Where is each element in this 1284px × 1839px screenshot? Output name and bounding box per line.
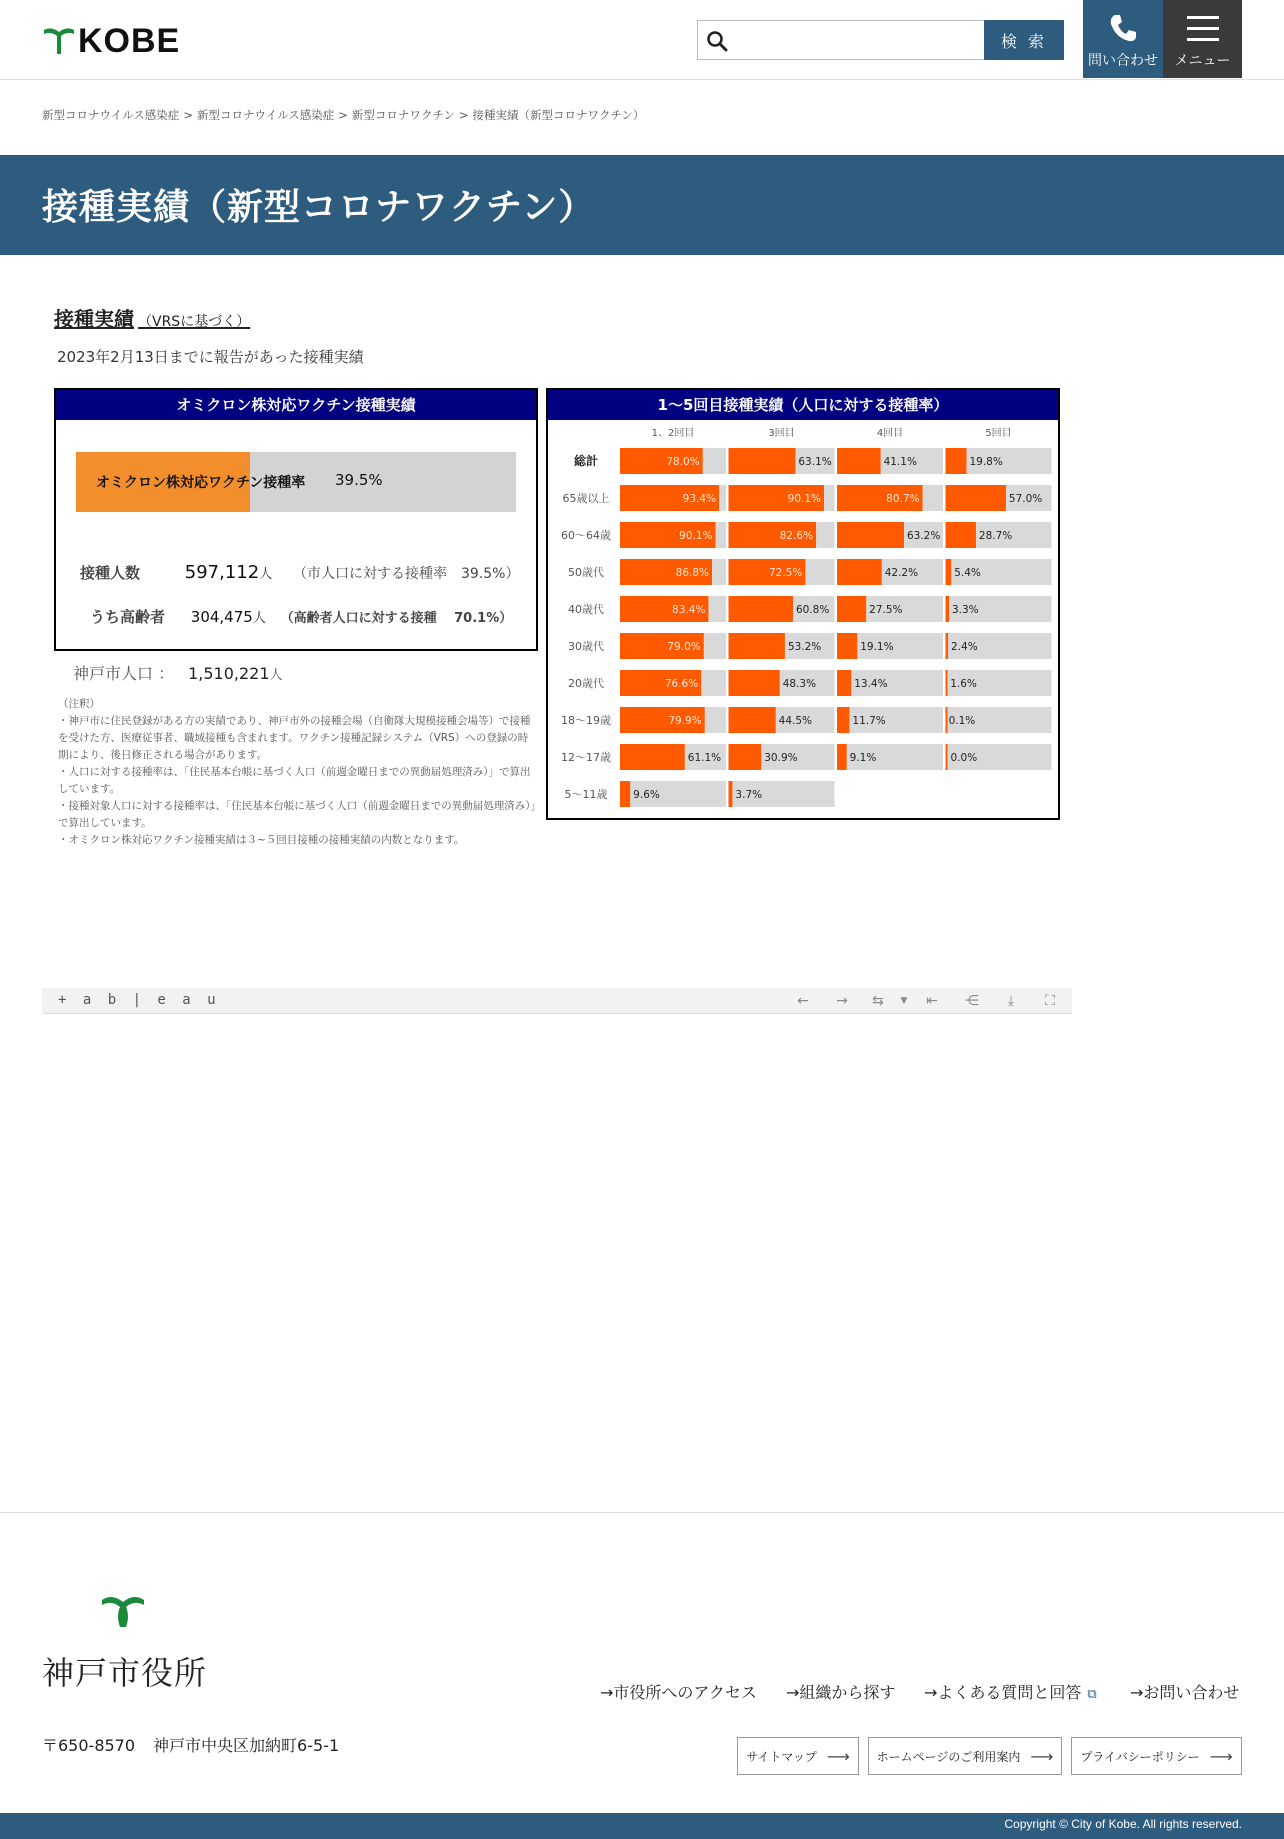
bar: [946, 670, 948, 696]
tableau-logo[interactable]: + a b | e a u: [58, 992, 220, 1008]
data-label: 11.7%: [852, 715, 886, 727]
page-title: 接種実績（新型コロナワクチン）: [42, 187, 596, 228]
arrow-right-icon: →: [600, 1683, 614, 1702]
footer-divider: [0, 1512, 1284, 1513]
menu-button[interactable]: [1163, 0, 1242, 78]
chart-title: 1～5回目接種実績（人口に対する接種率）: [548, 390, 1058, 420]
search-input[interactable]: [697, 20, 985, 60]
data-label: 76.6%: [664, 678, 699, 690]
bar: [946, 633, 949, 659]
bar: [946, 522, 976, 548]
search-icon: [706, 30, 728, 52]
people-label: 接種人数: [80, 564, 141, 582]
copyright-band: [0, 1813, 1284, 1839]
data-label: 19.8%: [969, 456, 1003, 468]
data-label: 48.3%: [782, 678, 817, 690]
bar: [837, 744, 847, 770]
bar: [946, 744, 948, 770]
data-label: 27.5%: [869, 604, 903, 616]
bar: [729, 707, 776, 733]
bar: [620, 744, 685, 770]
section-heading: [54, 303, 250, 332]
bar: [729, 670, 780, 696]
elderly-row: [90, 606, 512, 627]
data-label: 79.9%: [668, 715, 702, 727]
search-button[interactable]: 検 索: [984, 20, 1064, 60]
data-label: 0.1%: [948, 715, 976, 727]
download-icon[interactable]: ⤓: [1007, 993, 1015, 1009]
population-line: [73, 661, 283, 684]
data-label: 61.1%: [687, 752, 722, 764]
bar: [837, 707, 849, 733]
note-item: ・オミクロン株対応ワクチン接種実績は３~５回目接種の接種実績の内数となります。: [58, 834, 465, 846]
data-label: 9.1%: [849, 752, 877, 764]
arrow-right-icon: ⟶: [1030, 1746, 1054, 1766]
data-label: 90.1%: [787, 493, 822, 505]
data-label: 44.5%: [778, 715, 813, 727]
data-label: 93.4%: [682, 493, 717, 505]
data-label: 53.2%: [787, 641, 822, 653]
data-label: 82.6%: [779, 530, 814, 542]
breadcrumb-current: 接種実績（新型コロナワクチン）: [472, 108, 645, 122]
bar: [729, 781, 733, 807]
bar: [946, 448, 967, 474]
site-header: [0, 0, 1284, 80]
data-label: 3.3%: [951, 604, 979, 616]
footer-link-access[interactable]: [600, 1680, 757, 1703]
data-label: 41.1%: [883, 456, 917, 468]
footer-link-label: 組織から探す: [799, 1683, 896, 1702]
breadcrumb-item[interactable]: 新型コロナウイルス感染症: [196, 108, 335, 122]
note-item: ・人口に対する接種率は、「住民基本台帳に基づく人口（前週金曜日までの異動届処理済み）」で算出しています。: [58, 766, 531, 795]
bar: [837, 448, 881, 474]
data-label: 63.1%: [798, 456, 832, 468]
redo-icon[interactable]: →: [836, 993, 848, 1009]
arrow-right-icon: →: [924, 1683, 938, 1702]
data-label: 1.6%: [950, 678, 977, 690]
note-item: （注釈）: [58, 698, 100, 710]
bar: [946, 596, 949, 622]
site-guide-label: ホームページのご利用案内: [876, 1749, 1021, 1764]
data-label: 83.4%: [672, 604, 706, 616]
menu-label: メニュー: [1174, 53, 1231, 69]
people-row: [80, 562, 520, 583]
footer-org-name: 神戸市役所: [42, 1654, 208, 1692]
data-label: 28.7%: [978, 530, 1013, 542]
copyright: Copyright © City of Kobe. All rights reserved.: [1004, 1817, 1242, 1831]
data-label: 0.0%: [950, 752, 978, 764]
note-item: ・神戸市に住民登録がある方の実績であり、神戸市外の接種会場（自衛隊大規模接種会場等）で接種を受けた方、医療従事者、職域接種も含まれます。ワクチン接種記録システム（VRS）への登録の時期により、後日修正される場合があります。: [58, 715, 531, 761]
data-label: 42.2%: [884, 567, 919, 579]
breadcrumb: [42, 107, 644, 123]
bar: [837, 633, 857, 659]
population-unit: 人: [269, 668, 283, 683]
data-label: 5.4%: [954, 567, 981, 579]
people-value: 597,112: [184, 562, 260, 583]
row-label: 12～17歳: [561, 751, 611, 764]
title-band: [0, 155, 1284, 255]
hamburger-icon: [1186, 12, 1220, 44]
arrow-right-icon: →: [786, 1683, 800, 1702]
bar: [837, 559, 882, 585]
fullscreen-icon[interactable]: ⛶: [1045, 993, 1055, 1009]
elderly-value: 304,475: [190, 608, 253, 626]
footer-link-label: お問い合わせ: [1143, 1683, 1240, 1702]
data-label: 57.0%: [1008, 493, 1043, 505]
sitemap-button[interactable]: [737, 1737, 859, 1775]
omicron-rate-label: オミクロン株対応ワクチン接種率: [96, 475, 306, 491]
population-label: 神戸市人口 ：: [73, 664, 175, 683]
bar: [729, 596, 793, 622]
kobe-logo[interactable]: [42, 22, 181, 60]
arrow-right-icon: →: [1130, 1683, 1144, 1702]
bar: [729, 633, 785, 659]
breadcrumb-item[interactable]: 新型コロナウイルス感染症: [42, 108, 180, 122]
postal-code: 〒650-8570: [42, 1736, 136, 1755]
row-label: 50歳代: [568, 566, 604, 579]
chevron-down-icon[interactable]: ▼: [900, 996, 908, 1006]
row-label: 40歳代: [568, 603, 604, 616]
site-guide-button[interactable]: [868, 1737, 1062, 1775]
row-label: 総計: [573, 454, 599, 468]
column-header: 5回目: [985, 428, 1012, 439]
row-label: 30歳代: [568, 640, 604, 653]
arrow-right-icon: ⟶: [1209, 1746, 1233, 1766]
breadcrumb-separator: >: [183, 108, 193, 122]
kobe-mark-icon: [42, 26, 76, 56]
undo-icon[interactable]: ←: [797, 993, 809, 1009]
elderly-note: （高齢者人口に対する接種 70.1%）: [280, 611, 513, 626]
footer-link-faq[interactable]: [924, 1680, 1097, 1703]
tableau-toolbar: [42, 988, 1072, 1014]
bar: [620, 781, 630, 807]
privacy-policy-button[interactable]: [1071, 1737, 1242, 1775]
bar: [946, 559, 952, 585]
row-label: 20歳代: [568, 677, 604, 690]
share-icon[interactable]: ⋲: [965, 993, 979, 1009]
data-label: 13.4%: [854, 678, 888, 690]
street-address: 神戸市中央区加納町6-5-1: [153, 1736, 340, 1755]
privacy-policy-label: プライバシーポリシー: [1080, 1749, 1200, 1764]
bar: [837, 522, 904, 548]
pause-icon[interactable]: ⇤: [926, 993, 938, 1009]
contact-button[interactable]: [1083, 0, 1163, 78]
external-link-icon: ⧉: [1087, 1687, 1097, 1702]
logo-text: KOBE: [78, 22, 181, 60]
breadcrumb-separator: >: [458, 108, 469, 122]
column-header: 3回目: [768, 428, 795, 439]
omicron-panel: [54, 388, 538, 651]
data-label: 72.5%: [768, 567, 803, 579]
data-label: 2.4%: [951, 641, 978, 653]
bar: [729, 448, 796, 474]
data-label: 9.6%: [633, 789, 660, 801]
vaccination-chart: [548, 420, 1058, 818]
note-item: ・接種対象人口に対する接種率は、「住民基本台帳に基づく人口（前週金曜日までの異動届処理済み）」で算出しています。: [58, 800, 536, 829]
footer-link-contact[interactable]: [1130, 1680, 1239, 1703]
elderly-unit: 人: [252, 611, 266, 626]
data-label: 3.7%: [735, 789, 763, 801]
bar: [837, 596, 866, 622]
data-label: 63.2%: [906, 530, 941, 542]
breadcrumb-item[interactable]: 新型コロナワクチン: [351, 108, 455, 122]
data-label: 60.8%: [795, 604, 830, 616]
contact-label: 問い合わせ: [1088, 53, 1158, 69]
people-note: （市人口に対する接種率 39.5%）: [293, 566, 520, 582]
footer-link-organization[interactable]: [786, 1680, 895, 1703]
revert-icon[interactable]: ⇆: [872, 993, 884, 1009]
column-header: 1、2回目: [651, 428, 695, 439]
footer-link-label: よくある質問と回答: [937, 1683, 1082, 1702]
phone-icon: [1107, 12, 1139, 44]
data-label: 80.7%: [886, 493, 920, 505]
row-label: 5～11歳: [564, 788, 608, 801]
omicron-rate-bar: [76, 452, 516, 512]
bar: [837, 670, 851, 696]
bar: [729, 744, 762, 770]
population-value: 1,510,221: [188, 664, 270, 683]
row-label: 65歳以上: [562, 492, 610, 505]
vaccination-chart-panel: [546, 388, 1060, 820]
arrow-right-icon: ⟶: [826, 1746, 850, 1766]
elderly-label: うち高齢者: [90, 608, 166, 626]
bar-track: [837, 670, 943, 696]
section-heading-sub: （VRSに基づく）: [138, 314, 251, 330]
report-date: 2023年2月13日までに報告があった接種実績: [57, 348, 364, 366]
breadcrumb-separator: >: [338, 108, 348, 122]
sitemap-label: サイトマップ: [746, 1749, 817, 1764]
footer-link-label: 市役所へのアクセス: [613, 1683, 757, 1702]
data-label: 30.9%: [764, 752, 798, 764]
omicron-panel-title: オミクロン株対応ワクチン接種実績: [56, 390, 536, 420]
notes: [58, 696, 538, 849]
data-label: 79.0%: [667, 641, 701, 653]
data-label: 90.1%: [679, 530, 713, 542]
bar: [946, 485, 1006, 511]
people-unit: 人: [259, 567, 273, 582]
kobe-city-mark-icon: [100, 1594, 146, 1632]
column-header: 4回目: [876, 428, 904, 439]
data-label: 86.8%: [675, 567, 710, 579]
section-heading-text: 接種実績: [54, 307, 134, 331]
data-label: 19.1%: [860, 641, 894, 653]
row-label: 18～19歳: [561, 714, 611, 727]
row-label: 60～64歳: [561, 529, 611, 542]
bar: [946, 707, 948, 733]
omicron-rate-value: 39.5%: [335, 471, 383, 489]
address: [42, 1733, 339, 1756]
data-label: 78.0%: [666, 456, 700, 468]
